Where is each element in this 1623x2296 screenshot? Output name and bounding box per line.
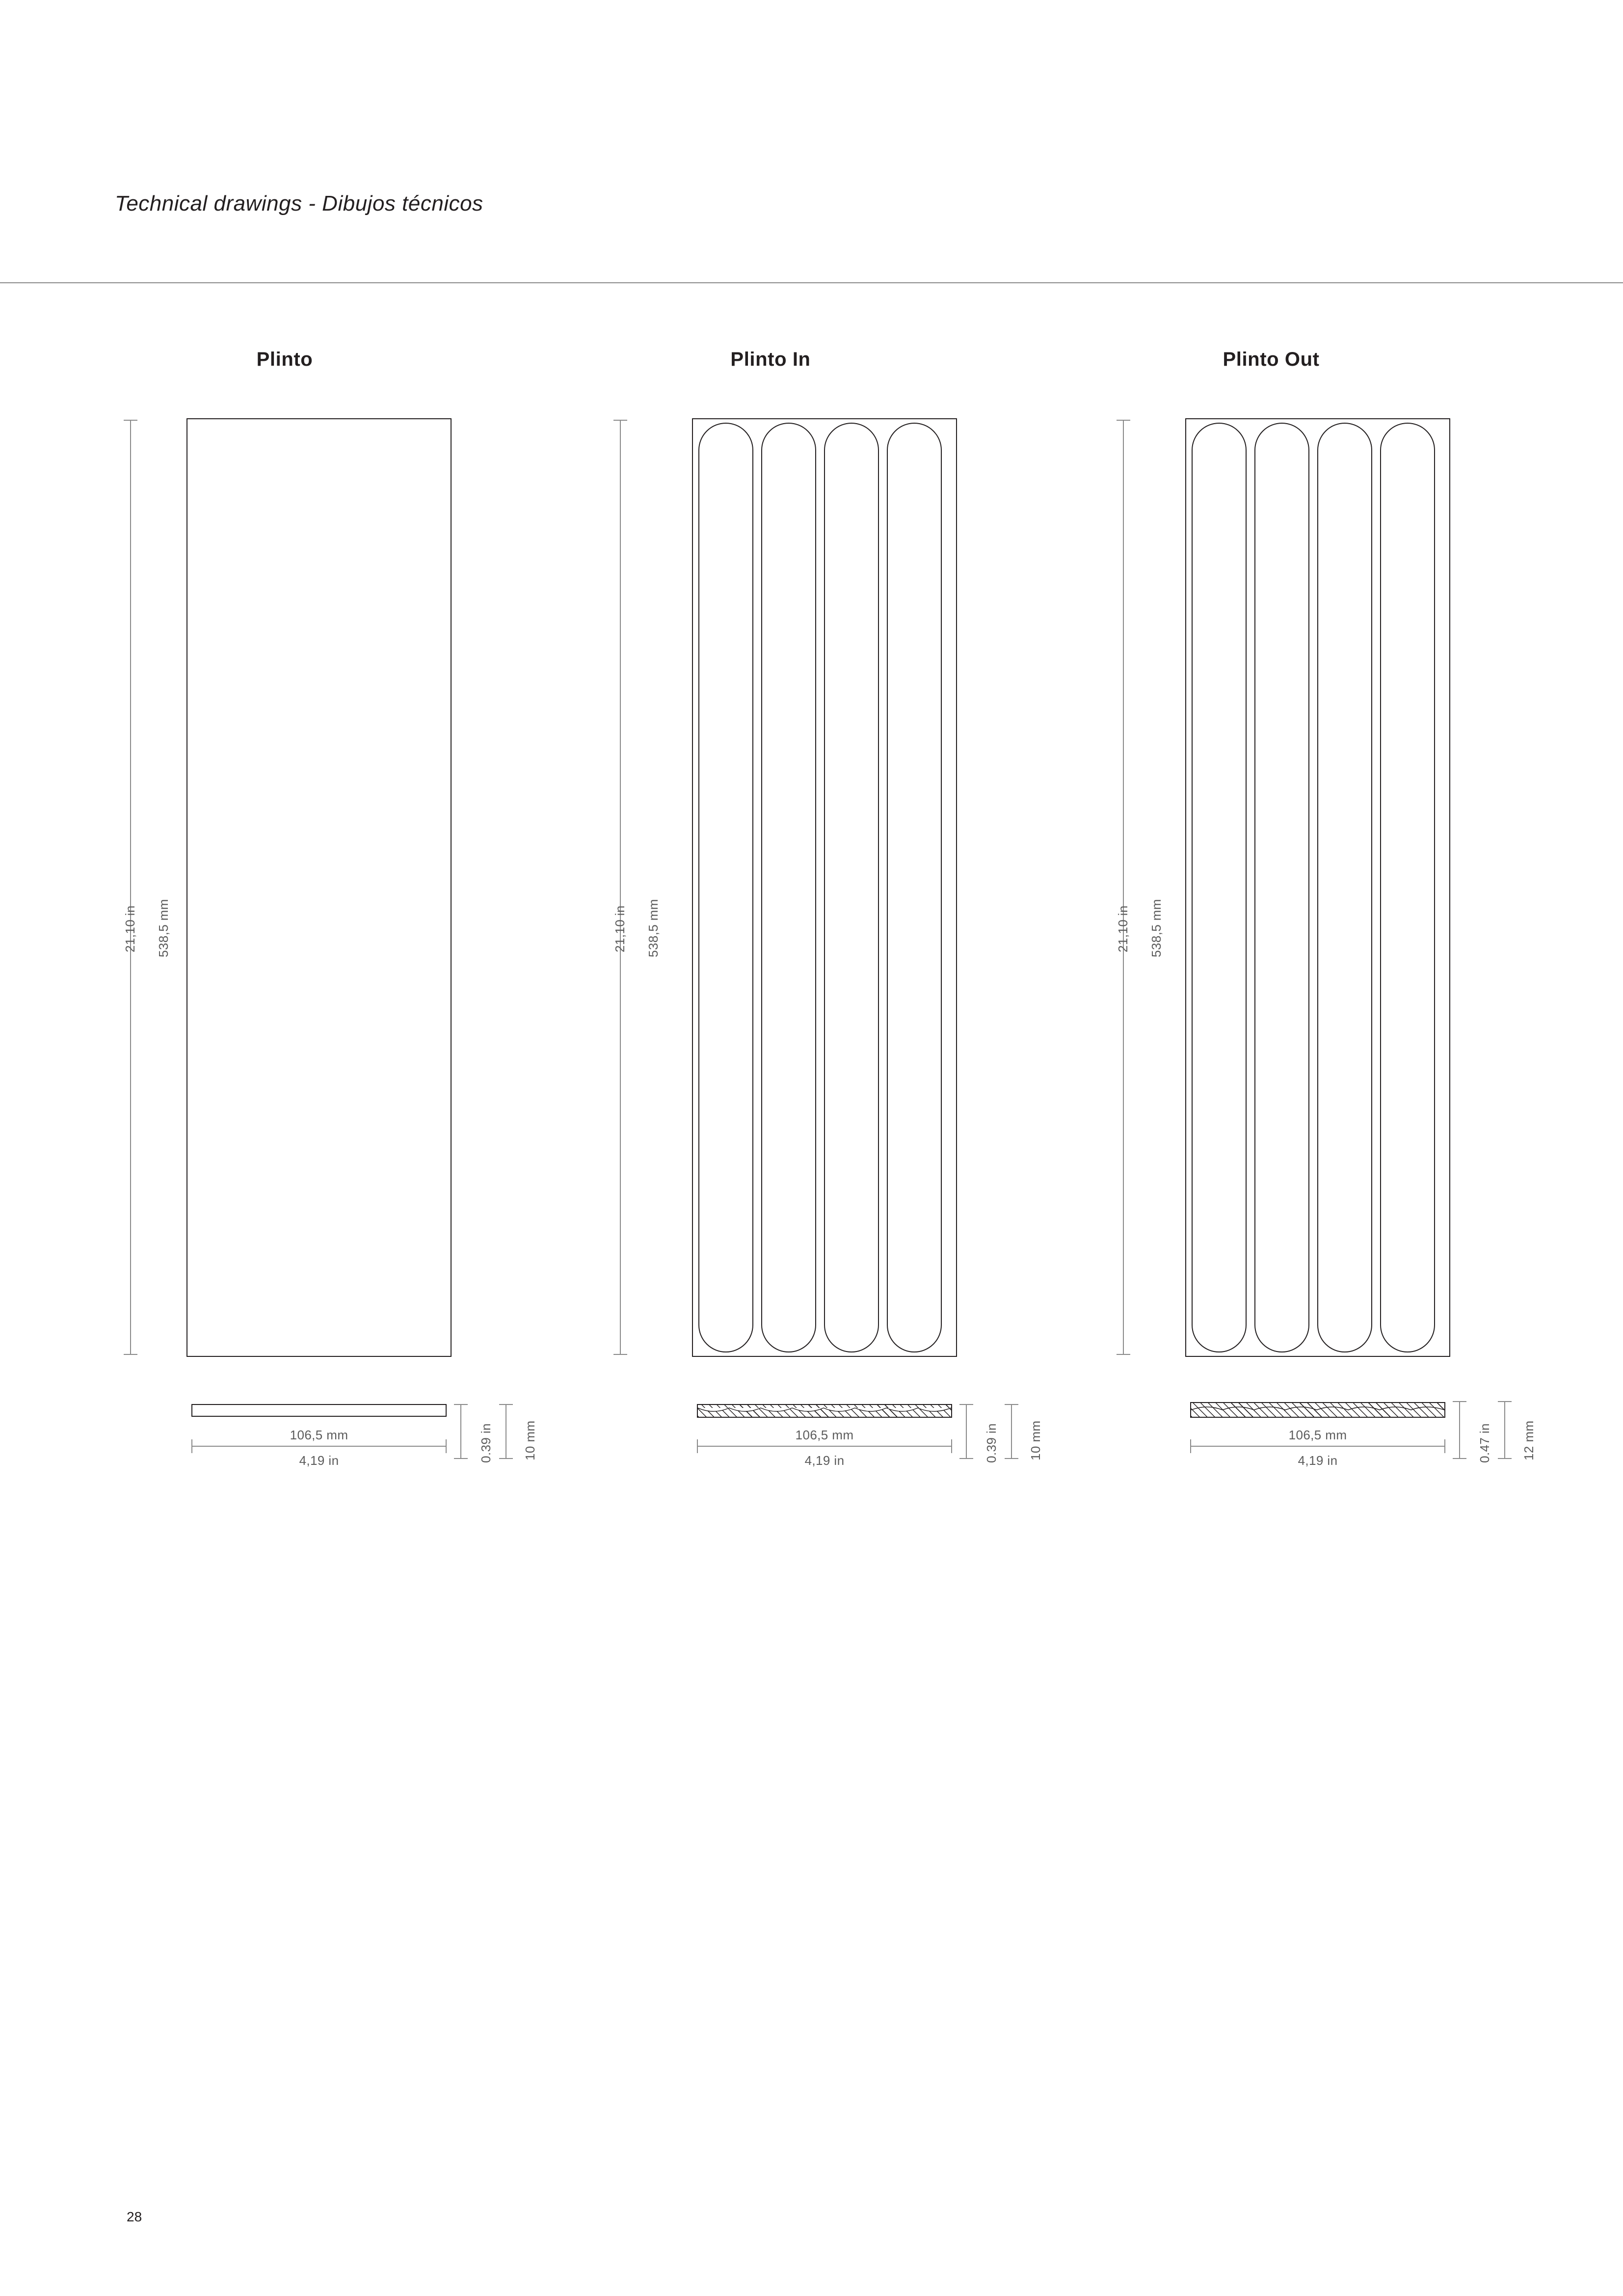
thickness-label-in-plinto: 0.39 in — [479, 1423, 493, 1463]
width-label-in-plinto-out: 4,19 in — [1298, 1453, 1338, 1468]
dimension-cap-top — [454, 1404, 468, 1405]
height-label-in-plinto: 21,10 in — [123, 905, 137, 952]
front-view-plinto — [186, 418, 452, 1357]
width-dimension-line-plinto-in — [697, 1446, 952, 1447]
height-dimension-line-plinto — [130, 420, 131, 1355]
dimension-cap-bottom — [1005, 1458, 1018, 1459]
width-label-mm-plinto-out: 106,5 mm — [1288, 1428, 1347, 1442]
dimension-cap-top — [1005, 1404, 1018, 1405]
height-dimension-line-plinto-out — [1123, 420, 1124, 1355]
section-profile-plinto-out — [1190, 1402, 1445, 1418]
dimension-cap-bottom — [499, 1458, 513, 1459]
dimension-cap-bottom — [1117, 1354, 1130, 1355]
rib-pattern-plinto-out — [1186, 419, 1449, 1356]
page-header — [0, 0, 1623, 290]
rib-pattern-plinto-in — [693, 419, 956, 1356]
thickness-dimension-line-mm-plinto-in — [1011, 1404, 1012, 1459]
height-label-mm-plinto-in: 538,5 mm — [646, 899, 661, 957]
width-label-mm-plinto: 106,5 mm — [290, 1428, 348, 1442]
profile-outline-plinto-in — [698, 1405, 951, 1417]
width-dimension-line-plinto — [191, 1446, 447, 1447]
thickness-label-mm-plinto-out: 12 mm — [1521, 1420, 1536, 1460]
thickness-label-in-plinto-in: 0.39 in — [984, 1423, 999, 1463]
thickness-dimension-line-in-plinto — [460, 1404, 461, 1459]
height-label-mm-plinto: 538,5 mm — [156, 899, 171, 957]
dimension-cap-top — [1498, 1401, 1512, 1402]
thickness-dimension-line-mm-plinto-out — [1504, 1401, 1505, 1459]
dimension-cap-bottom — [454, 1458, 468, 1459]
dimension-cap-bottom — [124, 1354, 137, 1355]
page-title: Technical drawings - Dibujos técnicos — [115, 191, 483, 216]
dimension-cap-top — [1453, 1401, 1466, 1402]
dimension-cap-bottom — [613, 1354, 627, 1355]
thickness-dimension-line-in-plinto-out — [1459, 1401, 1460, 1459]
thickness-label-in-plinto-out: 0.47 in — [1477, 1423, 1492, 1463]
section-profile-plinto — [191, 1404, 447, 1417]
front-view-plinto-in — [692, 418, 957, 1357]
height-label-mm-plinto-out: 538,5 mm — [1149, 899, 1164, 957]
dimension-cap-top — [124, 420, 137, 421]
height-dimension-line-plinto-in — [620, 420, 621, 1355]
section-profile-plinto-in — [697, 1404, 952, 1418]
drawing-title-plinto-in: Plinto In — [730, 349, 811, 370]
header-divider — [0, 282, 1623, 283]
width-label-in-plinto: 4,19 in — [299, 1453, 339, 1468]
dimension-cap-top — [1117, 420, 1130, 421]
height-label-in-plinto-out: 21,10 in — [1116, 905, 1130, 952]
dimension-cap-top — [613, 420, 627, 421]
thickness-label-mm-plinto-in: 10 mm — [1028, 1420, 1043, 1460]
front-view-plinto-out — [1185, 418, 1450, 1357]
width-label-mm-plinto-in: 106,5 mm — [795, 1428, 854, 1442]
page-number: 28 — [127, 2209, 142, 2224]
width-dimension-line-plinto-out — [1190, 1446, 1445, 1447]
dimension-cap-top — [959, 1404, 973, 1405]
width-label-in-plinto-in: 4,19 in — [804, 1453, 845, 1468]
dimension-cap-bottom — [959, 1458, 973, 1459]
profile-outline-plinto-out — [1191, 1403, 1444, 1417]
dimension-cap-bottom — [1498, 1458, 1512, 1459]
height-label-in-plinto-in: 21,10 in — [612, 905, 627, 952]
dimension-cap-bottom — [1453, 1458, 1466, 1459]
drawing-title-plinto-out: Plinto Out — [1223, 349, 1320, 370]
thickness-dimension-line-in-plinto-in — [966, 1404, 967, 1459]
dimension-cap-top — [499, 1404, 513, 1405]
drawing-title-plinto: Plinto — [256, 349, 313, 370]
thickness-label-mm-plinto: 10 mm — [523, 1420, 537, 1460]
